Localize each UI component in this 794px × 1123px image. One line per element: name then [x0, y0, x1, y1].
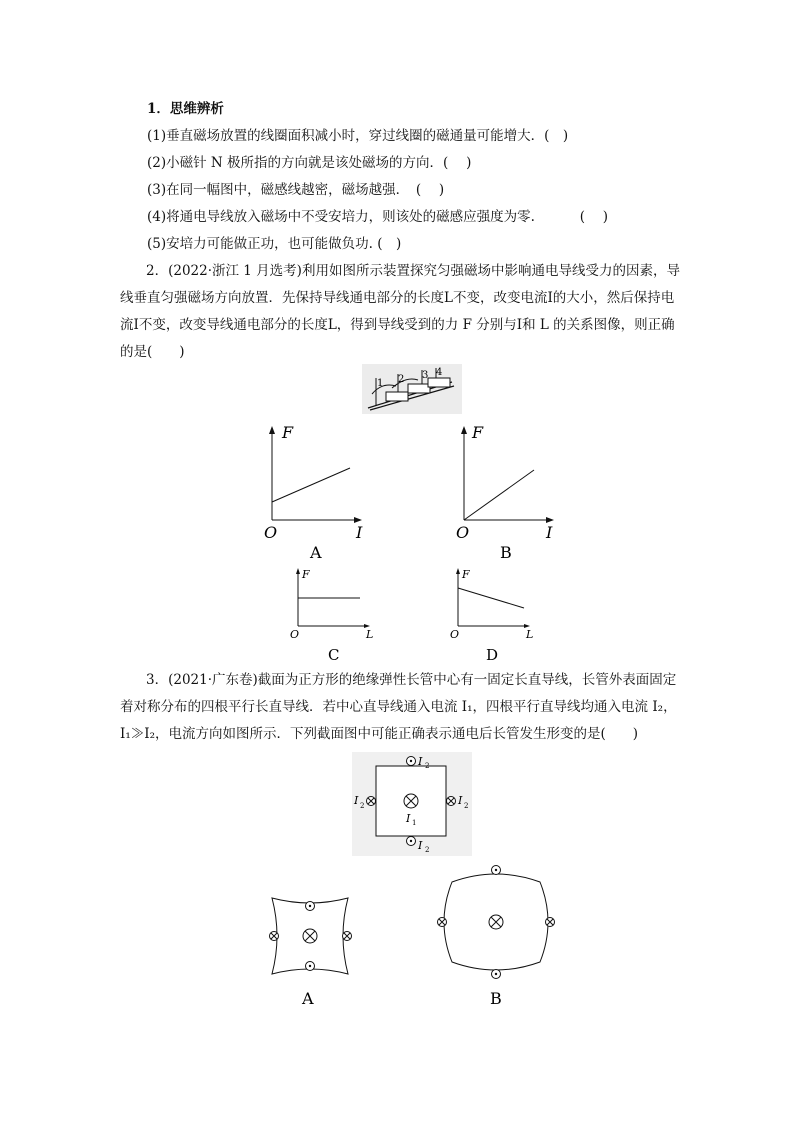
option-b-figure	[432, 858, 562, 1008]
top-wire-label: I	[418, 755, 423, 768]
apparatus-label-4: 4	[436, 367, 443, 378]
svg-text:2: 2	[425, 846, 430, 854]
graph-a	[258, 420, 378, 560]
apparatus-label-2: 2	[398, 374, 405, 385]
graph-c-origin: O	[290, 628, 300, 641]
graph-d-origin: O	[450, 628, 460, 641]
magnet-apparatus-figure	[362, 364, 462, 414]
graph-c-letter: C	[328, 646, 340, 664]
option-b-letter: B	[490, 989, 502, 1008]
right-wire-label: I	[458, 794, 463, 807]
graph-a-origin: O	[264, 523, 278, 542]
q1-item-3: (3)在同一幅图中，磁感线越密，磁场越强． ( )	[147, 182, 445, 198]
apparatus-label-1: 1	[377, 378, 384, 389]
graph-a-x-label: I	[356, 523, 363, 542]
svg-text:2: 2	[360, 802, 365, 810]
apparatus-label-3: 3	[422, 370, 429, 381]
graph-a-y-label: F	[282, 423, 294, 442]
graph-b-y-label: F	[472, 423, 484, 442]
left-wire-label: I	[354, 794, 359, 807]
graph-c	[288, 564, 388, 664]
q3-question-text: 3．(2021·广东卷)截面为正方形的绝缘弹性长管中心有一固定长直导线，长管外表面固定着对称分布的四根平行长直导线．若中心直导线通入电流 I₁，四根平行直导线均通入电流 I₂，I₁≫I₂，电流方向如图所示．下列截面图中可能正确表示通电后长管发生形变的是( )	[120, 672, 677, 742]
bottom-wire-label: I	[418, 839, 423, 852]
svg-text:2: 2	[425, 762, 430, 770]
svg-text:2: 2	[464, 802, 469, 810]
option-a-letter: A	[302, 989, 314, 1008]
q2-question-text: 2．(2022·浙江 1 月选考)利用如图所示装置探究匀强磁场中影响通电导线受力的因素，导线垂直匀强磁场方向放置．先保持导线通电部分的长度L不变，改变电流I的大小，然后保持电流I不变，改变导线通电部分的长度L，得到导线受到的力 F 分别与I和 L 的关系图像，则正确的是( )	[120, 263, 680, 360]
option-a-figure	[262, 868, 362, 1008]
q1-item-2: (2)小磁针 N 极所指的方向就是该处磁场的方向．( )	[147, 155, 472, 171]
graph-b	[450, 420, 570, 560]
graph-c-y-label: F	[302, 568, 310, 581]
q1-title: 1．思维辨析	[147, 101, 224, 117]
graph-a-letter: A	[310, 543, 322, 562]
graph-b-letter: B	[500, 543, 512, 562]
graph-c-x-label: L	[366, 628, 374, 641]
q1-item-1: (1)垂直磁场放置的线圈面积减小时，穿过线圈的磁通量可能增大．( )	[147, 128, 569, 144]
graph-b-origin: O	[456, 523, 470, 542]
graph-d-x-label: L	[526, 628, 534, 641]
svg-text:1: 1	[412, 819, 417, 827]
graph-d-y-label: F	[462, 568, 470, 581]
tube-cross-section-figure	[352, 752, 472, 862]
center-wire-label: I	[406, 812, 411, 825]
graph-d-letter: D	[486, 646, 499, 664]
graph-b-x-label: I	[546, 523, 553, 542]
graph-d	[448, 564, 548, 664]
q1-item-5: (5)安培力可能做正功，也可能做负功. ( )	[147, 236, 402, 252]
q1-item-4: (4)将通电导线放入磁场中不受安培力，则该处的磁感应强度为零. ( )	[147, 209, 609, 225]
